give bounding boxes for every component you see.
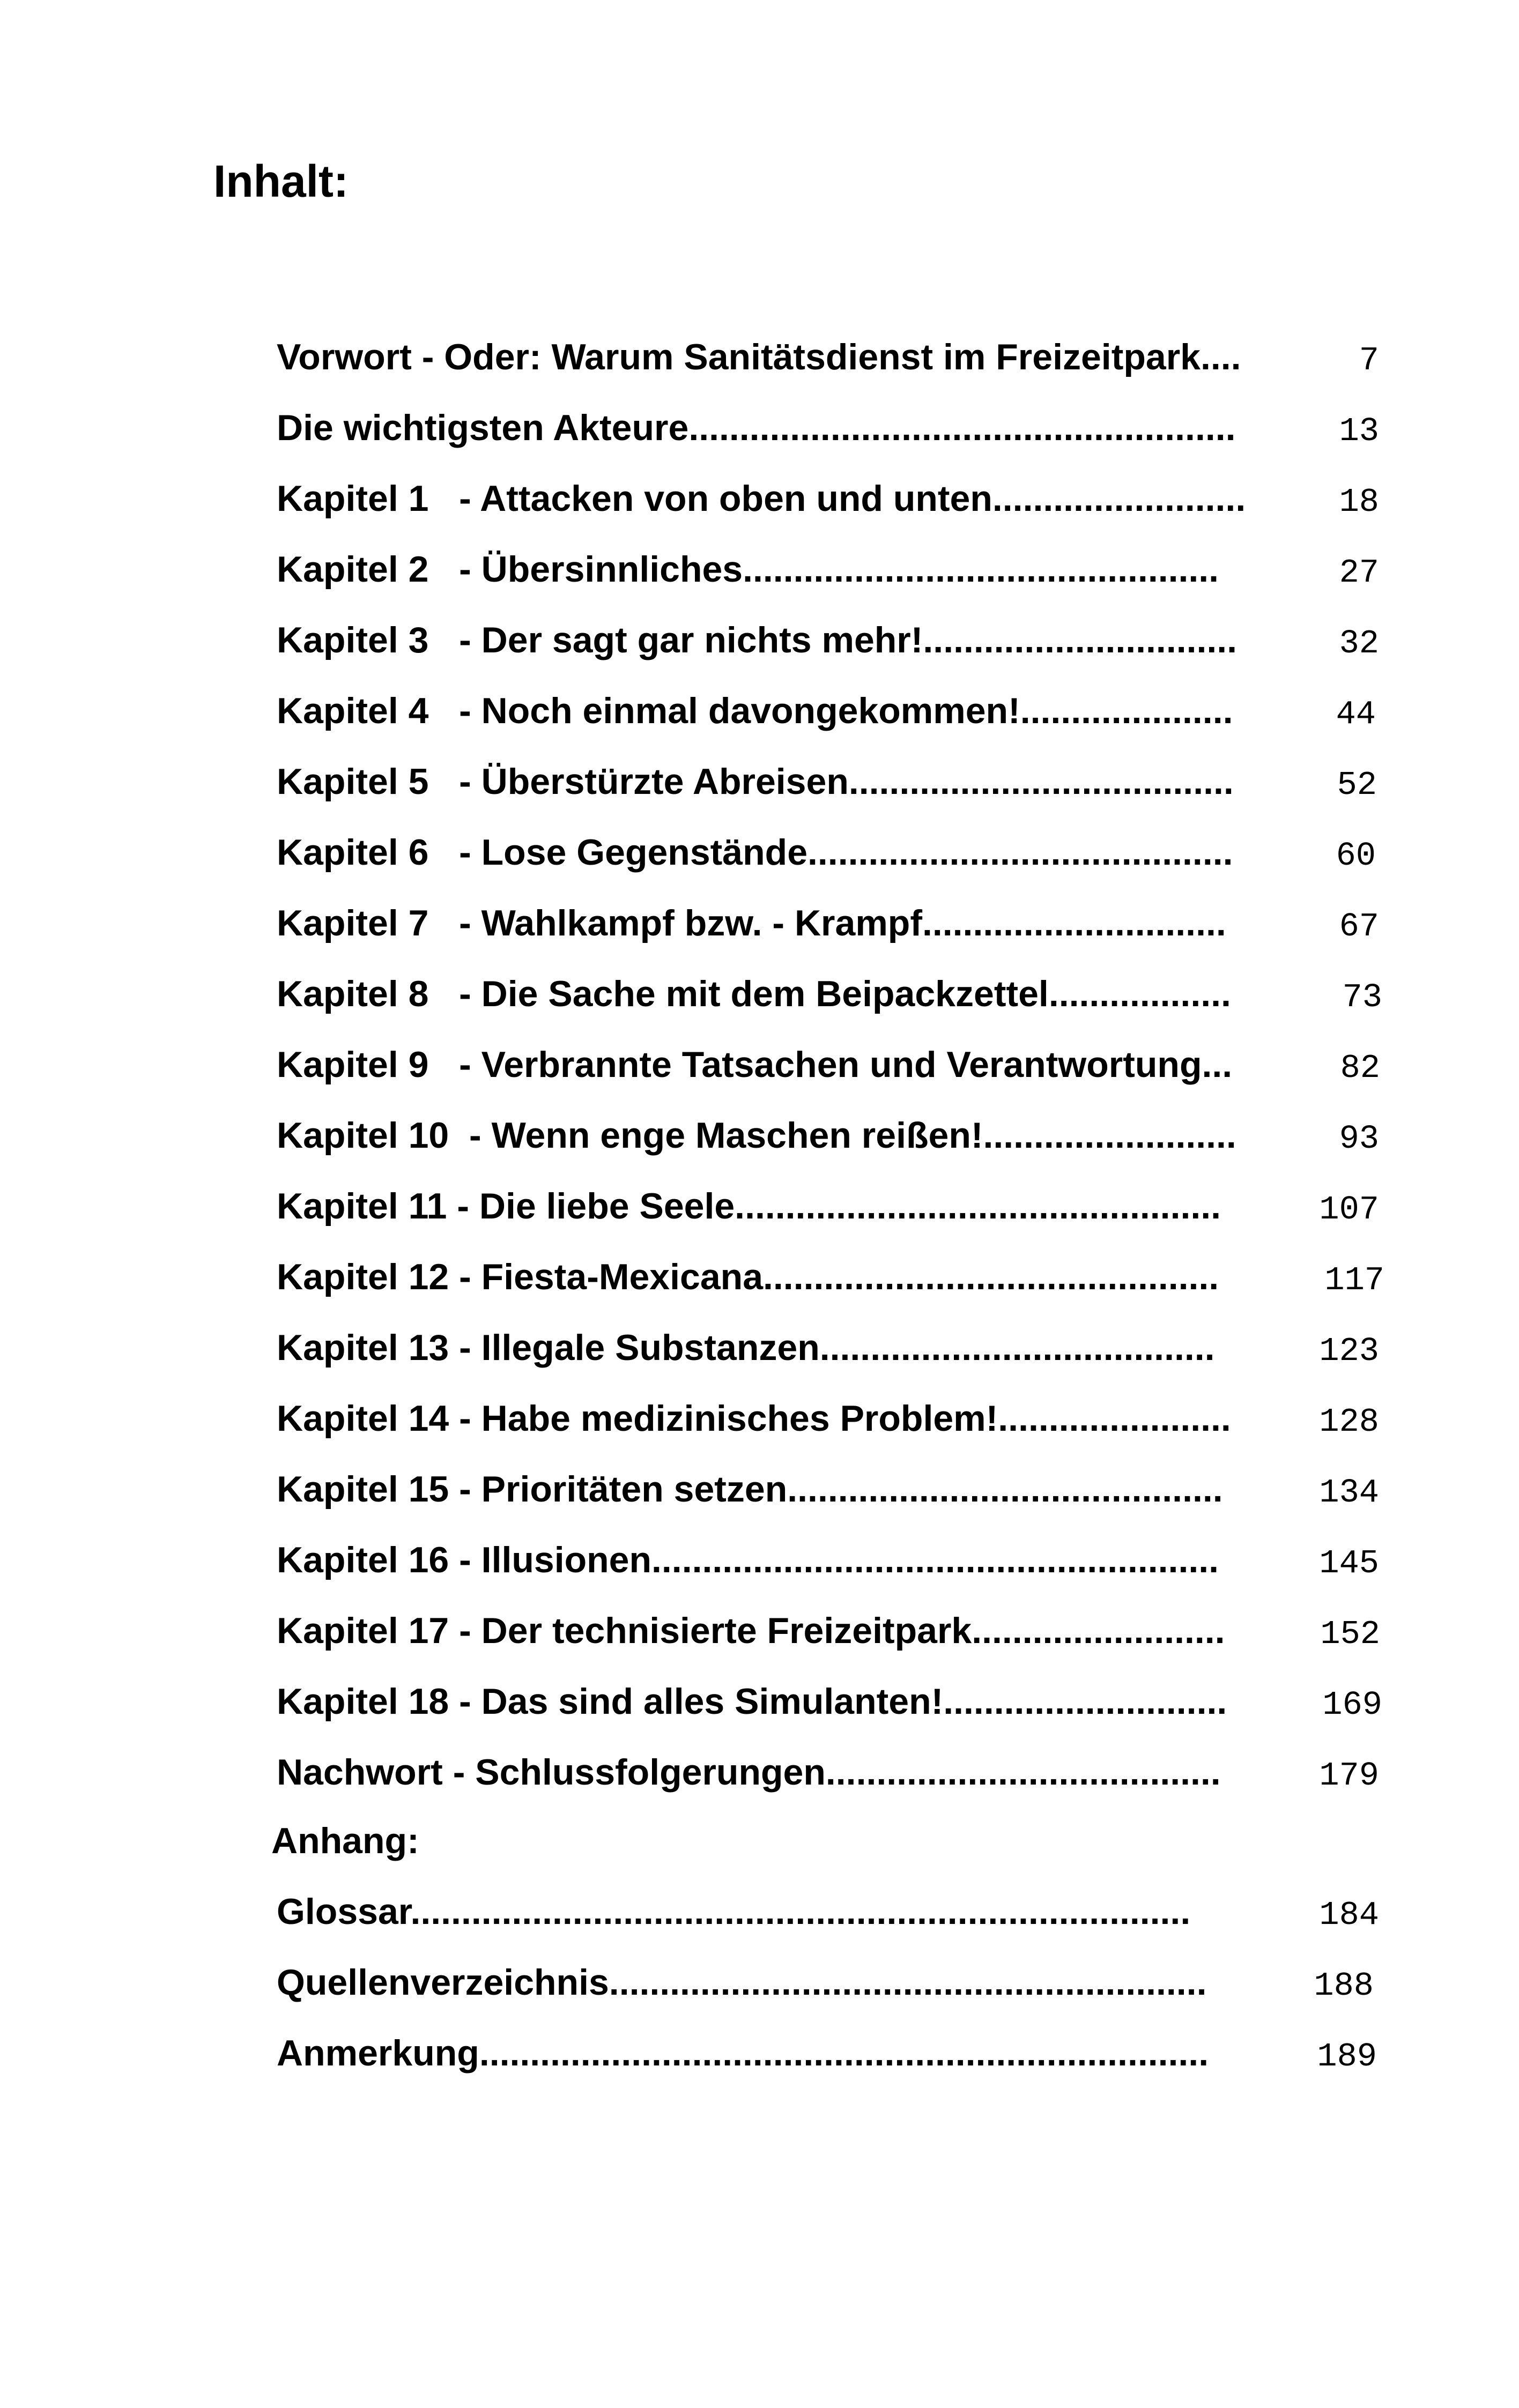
toc-entry-title: Kapitel 16 - Illusionen........................................................ <box>277 1540 1219 1580</box>
toc-entry-page: 128 <box>1319 1403 1379 1441</box>
toc-entry-kapitel-4 <box>277 690 1376 746</box>
toc-entry-title: Vorwort - Oder: Warum Sanitätsdienst im Freizeitpark.... <box>277 337 1241 377</box>
toc-entry-page: 179 <box>1319 1757 1379 1795</box>
toc-entry-page: 52 <box>1337 766 1377 804</box>
toc-entry-title: Kapitel 1 - Attacken von oben und unten......................... <box>277 478 1246 519</box>
toc-entry-page: 82 <box>1340 1049 1380 1087</box>
toc-entry-title: Kapitel 3 - Der sagt gar nichts mehr!............................... <box>277 620 1238 660</box>
toc-entry-page: 169 <box>1322 1686 1382 1724</box>
toc-entry-page: 13 <box>1339 412 1379 450</box>
toc-entry-quellenverzeichnis <box>277 1962 1374 2018</box>
toc-entry-kapitel-1 <box>277 478 1379 534</box>
toc-entry-title: Nachwort - Schlussfolgerungen....................................... <box>277 1752 1221 1793</box>
toc-entry-kapitel-2 <box>277 549 1379 605</box>
toc-entry-kapitel-5 <box>277 761 1377 817</box>
toc-entry-kapitel-13 <box>277 1327 1379 1383</box>
toc-entry-page: 27 <box>1339 554 1379 592</box>
toc-entry-title: Kapitel 10 - Wenn enge Maschen reißen!......................... <box>277 1115 1236 1156</box>
toc-entry-akteure <box>277 407 1379 463</box>
toc-entry-title: Kapitel 14 - Habe medizinisches Problem!....................... <box>277 1398 1231 1439</box>
toc-entry-kapitel-12 <box>277 1257 1384 1312</box>
toc-entry-page: 188 <box>1314 1967 1374 2005</box>
toc-entry-title: Quellenverzeichnis........................................................... <box>277 1962 1207 2003</box>
page-title: Inhalt: <box>213 156 349 206</box>
toc-entry-kapitel-6 <box>277 832 1376 888</box>
toc-entry-title: Kapitel 11 - Die liebe Seele................................................ <box>277 1186 1221 1227</box>
toc-entry-anmerkung <box>277 2033 1377 2089</box>
toc-entry-kapitel-11 <box>277 1186 1379 1242</box>
toc-entry-page: 184 <box>1319 1896 1379 1934</box>
toc-entry-title: Glossar............................................................................. <box>277 1891 1191 1932</box>
appendix-heading: Anhang: <box>271 1820 419 1861</box>
toc-entry-kapitel-15 <box>277 1469 1379 1525</box>
toc-entry-page: 189 <box>1317 2038 1377 2076</box>
toc-entry-kapitel-3 <box>277 620 1379 675</box>
toc-entry-kapitel-7 <box>277 903 1379 958</box>
toc-entry-page: 123 <box>1319 1332 1379 1370</box>
toc-entry-title: Kapitel 2 - Übersinnliches............................................... <box>277 549 1219 590</box>
toc-entry-title: Anmerkung........................................................................ <box>277 2033 1209 2073</box>
toc-entry-page: 44 <box>1336 695 1376 733</box>
toc-entry-title: Kapitel 5 - Überstürzte Abreisen...................................... <box>277 761 1234 802</box>
toc-entry-kapitel-18 <box>277 1681 1382 1737</box>
toc-entry-page: 60 <box>1336 837 1376 875</box>
toc-entry-title: Kapitel 4 - Noch einmal davongekommen!..................... <box>277 690 1233 731</box>
toc-entry-nachwort <box>277 1752 1379 1808</box>
toc-entry-kapitel-16 <box>277 1540 1379 1595</box>
toc-entry-title: Kapitel 17 - Der technisierte Freizeitpark......................... <box>277 1610 1225 1651</box>
toc-entry-page: 93 <box>1339 1120 1379 1158</box>
toc-entry-title: Kapitel 7 - Wahlkampf bzw. - Krampf.............................. <box>277 903 1226 943</box>
toc-entry-page: 18 <box>1339 483 1379 521</box>
toc-entry-kapitel-17 <box>277 1610 1380 1666</box>
toc-entry-title: Kapitel 6 - Lose Gegenstände.......................................... <box>277 832 1233 873</box>
toc-entry-title: Kapitel 9 - Verbrannte Tatsachen und Verantwortung... <box>277 1044 1233 1085</box>
toc-entry-page: 32 <box>1339 625 1379 663</box>
toc-entry-kapitel-10 <box>277 1115 1379 1171</box>
toc-entry-title: Kapitel 13 - Illegale Substanzen....................................... <box>277 1327 1215 1368</box>
toc-entry-title: Kapitel 18 - Das sind alles Simulanten!............................ <box>277 1681 1227 1722</box>
toc-entry-page: 152 <box>1320 1615 1380 1653</box>
toc-entry-page: 73 <box>1342 978 1382 1016</box>
toc-entry-page: 67 <box>1339 908 1379 946</box>
toc-entry-page: 145 <box>1319 1544 1379 1582</box>
toc-entry-page: 107 <box>1319 1191 1379 1229</box>
toc-entry-title: Kapitel 8 - Die Sache mit dem Beipackzettel.................. <box>277 973 1231 1014</box>
toc-entry-page: 7 <box>1359 341 1379 380</box>
toc-entry-title: Kapitel 12 - Fiesta-Mexicana............................................. <box>277 1257 1219 1297</box>
toc-entry-page: 134 <box>1319 1474 1379 1512</box>
toc-entry-title: Die wichtigsten Akteure...................................................... <box>277 407 1236 448</box>
toc-entry-title: Kapitel 15 - Prioritäten setzen........................................... <box>277 1469 1223 1510</box>
toc-entry-kapitel-14 <box>277 1398 1379 1454</box>
toc-entry-kapitel-8 <box>277 973 1382 1029</box>
toc-entry-vorwort <box>277 337 1379 392</box>
toc-entry-page: 117 <box>1324 1261 1384 1299</box>
toc-entry-kapitel-9 <box>277 1044 1380 1100</box>
toc-entry-glossar <box>277 1891 1379 1947</box>
